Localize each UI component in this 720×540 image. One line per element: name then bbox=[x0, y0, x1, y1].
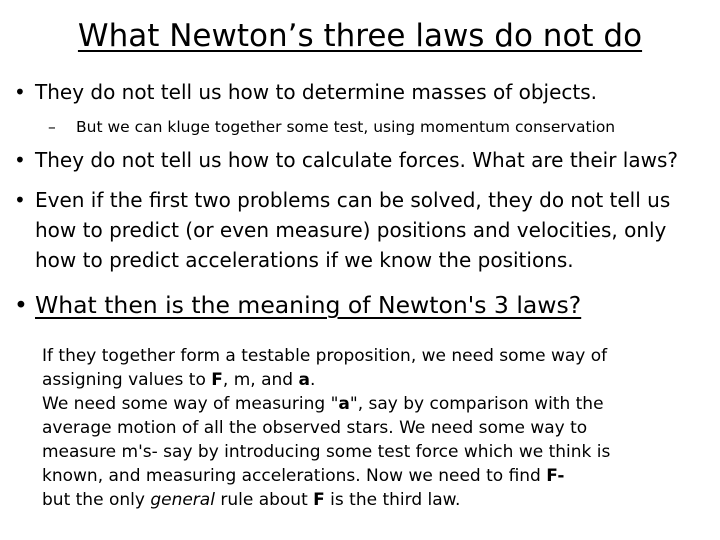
bullet-text-line: how to predict (or even measure) positions and velocities, only bbox=[35, 218, 667, 242]
acceleration-symbol: a bbox=[298, 370, 310, 390]
force-symbol: F- bbox=[546, 466, 565, 486]
bullet-marker: • bbox=[14, 80, 26, 104]
paragraph-text: assigning values to bbox=[42, 370, 212, 390]
bullet-marker: • bbox=[14, 291, 28, 319]
paragraph-line bbox=[42, 344, 712, 368]
acceleration-symbol: a bbox=[338, 394, 350, 414]
paragraph-text: is the third law. bbox=[324, 490, 461, 510]
paragraph-text: , m, and bbox=[222, 370, 299, 390]
paragraph-text: rule about bbox=[214, 490, 314, 510]
paragraph-text: measure m's- say by introducing some test force which we think is bbox=[42, 442, 611, 462]
paragraph-text: If they together form a testable proposition, we need some way of bbox=[42, 346, 608, 366]
paragraph-text: . bbox=[309, 370, 316, 390]
paragraph-text: but the only bbox=[42, 490, 151, 510]
paragraph-line bbox=[42, 440, 712, 464]
slide-title bbox=[0, 14, 720, 58]
paragraph-line bbox=[42, 416, 712, 440]
bullet-text: They do not tell us how to determine masses of objects. bbox=[35, 80, 598, 104]
paragraph-line bbox=[42, 392, 712, 416]
paragraph-line bbox=[42, 488, 712, 512]
bullet-marker: • bbox=[14, 188, 26, 212]
bullet-text: They do not tell us how to calculate forces. What are their laws? bbox=[35, 148, 678, 172]
paragraph-text: ", say by comparison with the bbox=[349, 394, 604, 414]
sub-bullet-marker: – bbox=[48, 118, 56, 136]
force-symbol: F bbox=[211, 370, 223, 390]
paragraph-line bbox=[42, 464, 712, 488]
paragraph-line bbox=[42, 368, 712, 392]
force-symbol: F bbox=[313, 490, 325, 510]
sub-bullet-text: But we can kluge together some test, using momentum conservation bbox=[76, 118, 616, 136]
slide-title-text: What Newton’s three laws do not do bbox=[77, 18, 643, 54]
paragraph-text: We need some way of measuring " bbox=[42, 394, 339, 414]
paragraph-text: known, and measuring accelerations. Now we need to find bbox=[42, 466, 547, 486]
paragraph-text: average motion of all the observed stars. We need some way to bbox=[42, 418, 588, 438]
emphasis-general: general bbox=[150, 490, 215, 510]
explanation-paragraph bbox=[42, 344, 712, 512]
bullet-text-line: how to predict accelerations if we know the positions. bbox=[35, 248, 574, 272]
bullet-text-line: Even if the first two problems can be solved, they do not tell us bbox=[35, 188, 671, 212]
bullet-marker: • bbox=[14, 148, 26, 172]
question-text: What then is the meaning of Newton's 3 laws? bbox=[35, 291, 582, 319]
